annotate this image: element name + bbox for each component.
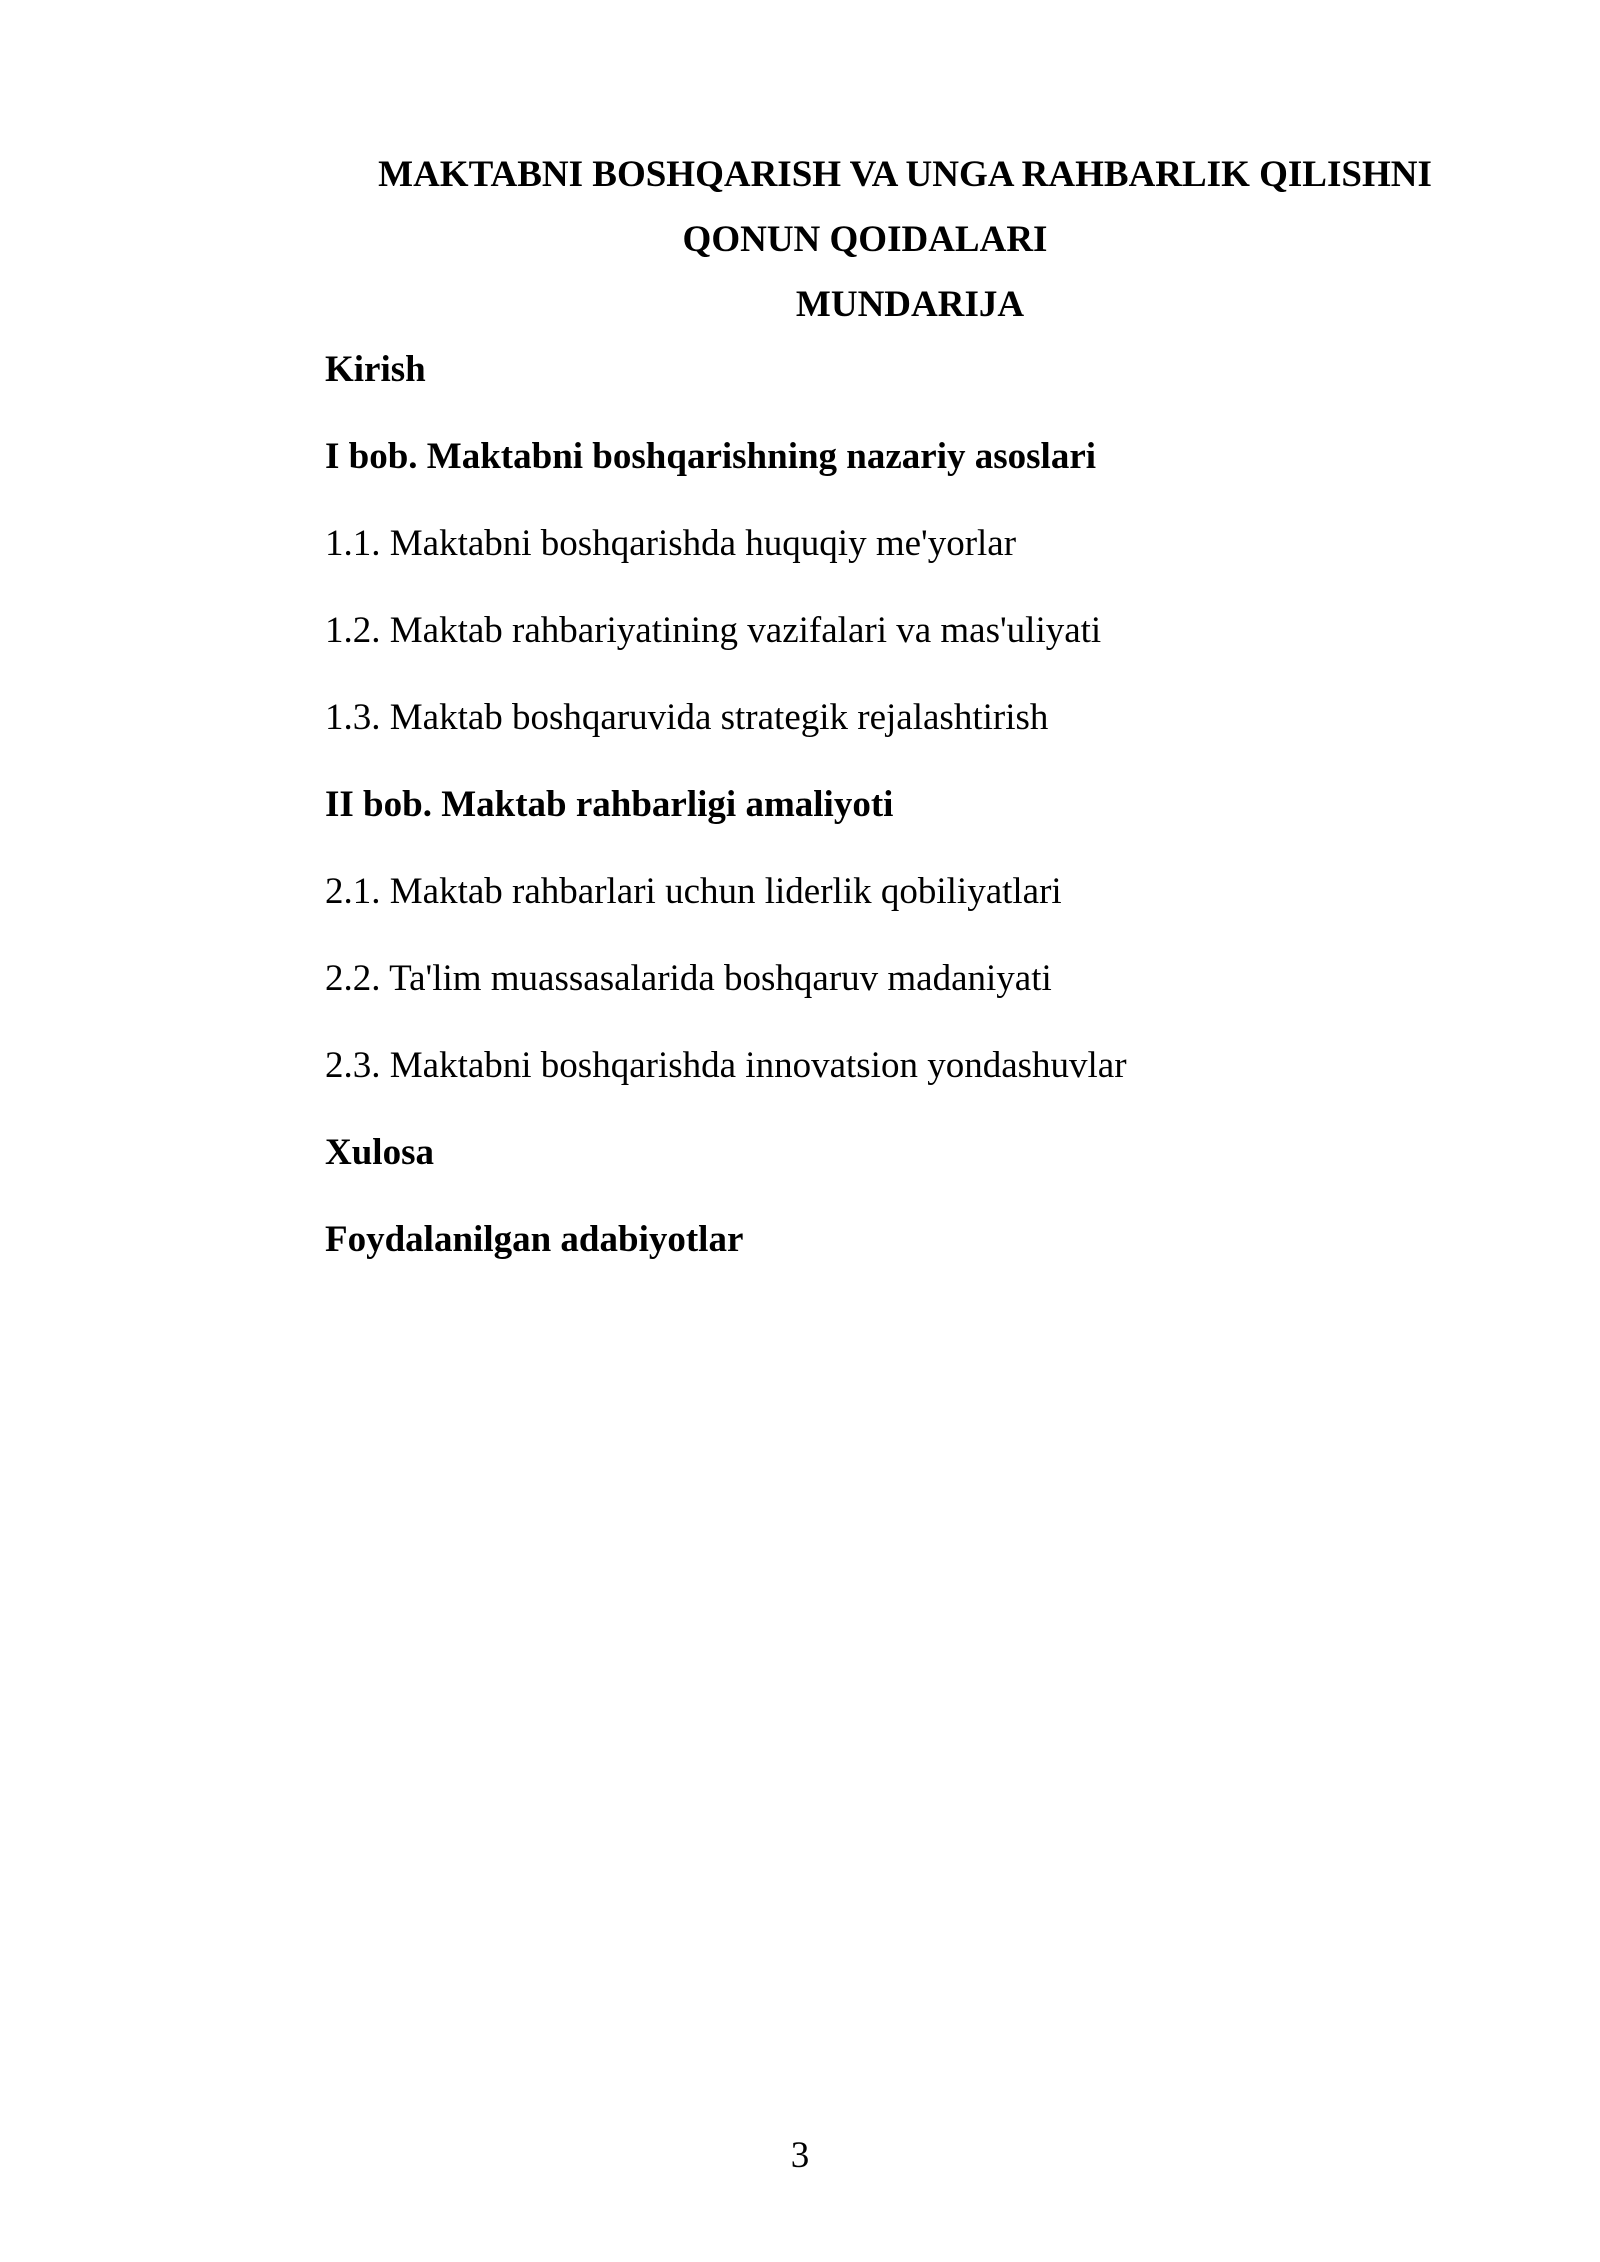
document-title-line-1: MAKTABNI BOSHQARISH VA UNGA RAHBARLIK QILISHNI — [378, 154, 1432, 195]
toc-item-section-2-1: 2.1. Maktab rahbarlari uchun liderlik qobiliyatlari — [325, 871, 1062, 912]
toc-item-section-1-2: 1.2. Maktab rahbariyatining vazifalari va mas'uliyati — [325, 610, 1102, 651]
toc-item-kirish: Kirish — [325, 349, 426, 390]
contents-heading: MUNDARIJA — [795, 284, 1025, 325]
toc-item-chapter-2: II bob. Maktab rahbarligi amaliyoti — [325, 784, 894, 825]
toc-item-section-1-1: 1.1. Maktabni boshqarishda huquqiy me'yorlar — [325, 523, 1017, 564]
document-title-line-2: QONUN QOIDALARI — [682, 219, 1048, 260]
toc-item-section-1-3: 1.3. Maktab boshqaruvida strategik rejalashtirish — [325, 697, 1049, 738]
table-of-contents — [325, 348, 1475, 1305]
toc-item-section-2-2: 2.2. Ta'lim muassasalarida boshqaruv madaniyati — [325, 958, 1052, 999]
toc-item-section-2-3: 2.3. Maktabni boshqarishda innovatsion yondashuvlar — [325, 1045, 1127, 1086]
page-number: 3 — [790, 2135, 810, 2176]
toc-item-chapter-1: I bob. Maktabni boshqarishning nazariy asoslari — [325, 436, 1097, 477]
toc-item-xulosa: Xulosa — [325, 1132, 434, 1173]
toc-item-references: Foydalanilgan adabiyotlar — [325, 1219, 744, 1260]
